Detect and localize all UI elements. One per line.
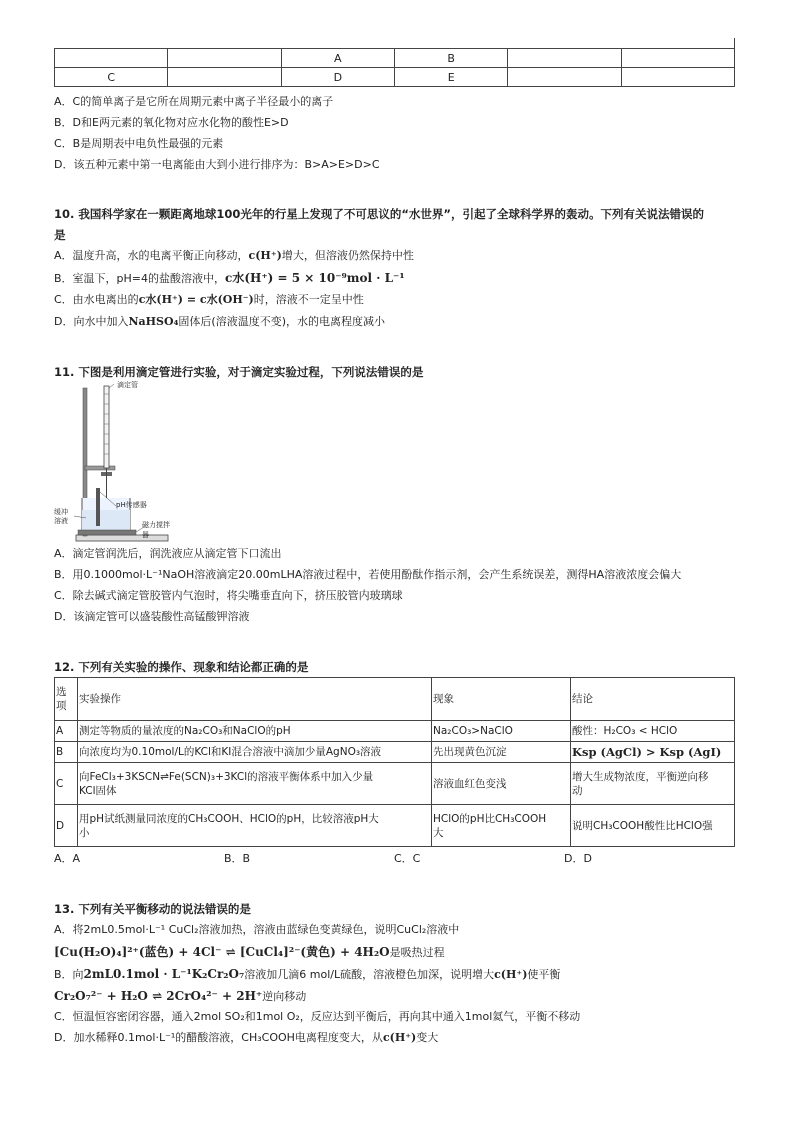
text: 大: [433, 826, 444, 839]
q12-table: [54, 677, 735, 847]
cell-d: D: [281, 68, 394, 87]
header-operation: 实验操作: [78, 678, 432, 721]
label-stirrer: 磁力搅拌器: [142, 521, 170, 539]
cell: [508, 49, 621, 68]
cell: [168, 68, 281, 87]
cell: [621, 68, 734, 87]
text: 选: [56, 686, 67, 698]
q11-option-c: C．除去碱式滴定管胶管内气泡时，将尖嘴垂直向下，挤压胶管内玻璃球: [54, 589, 403, 602]
text: D．加水稀释0.1mol·L⁻¹的醋酸溶液，CH₃COOH电离程度变大，从: [54, 1031, 383, 1044]
cell-e: E: [395, 68, 508, 87]
row-conclusion: Ksp (AgCl) > Ksp (AgI): [571, 742, 735, 763]
q11-option-a: A．滴定管润洗后，润洗液应从滴定管下口流出: [54, 547, 282, 560]
table-row: [55, 763, 735, 805]
q13-option-a: A．将2mL0.5mol·L⁻¹ CuCl₂溶液加热，溶液由蓝绿色变黄绿色，说明CuCl₂溶液中: [54, 923, 460, 936]
cell: [508, 68, 621, 87]
formula: NaHSO₄: [128, 315, 179, 328]
row-option: C: [55, 763, 78, 805]
q9-option-a: A．C的简单离子是它所在周期元素中离子半径最小的离子: [54, 95, 334, 108]
q11-option-d: D．该滴定管可以盛装酸性高锰酸钾溶液: [54, 610, 250, 623]
q12-answer-c: C．C: [394, 852, 421, 865]
q13-option-d: [54, 1031, 438, 1045]
formula: c水(H⁺) = c水(OH⁻): [138, 293, 254, 306]
q11-stem: 11. 下图是利用滴定管进行实验，对于滴定实验过程，下列说法错误的是: [54, 365, 424, 379]
text: 固体后(溶液温度不变)，水的电离程度减小: [178, 315, 385, 328]
table-row: [55, 805, 735, 847]
label-buffer-2: 溶液: [54, 517, 68, 525]
text: KCl固体: [79, 784, 117, 797]
table-row: [55, 721, 735, 742]
cell-a: A: [281, 49, 394, 68]
text: B．向: [54, 968, 84, 981]
text: HClO的pH比CH₃COOH: [433, 812, 547, 825]
formula: c(H⁺): [382, 1031, 417, 1044]
text: D．向水中加入: [54, 315, 129, 328]
row-phenomenon: 溶液血红色变浅: [432, 763, 571, 805]
text: 逆向移动: [262, 990, 307, 1003]
q12-answer-b: B．B: [224, 852, 251, 865]
q10-option-d: [54, 315, 385, 329]
row-conclusion: [571, 763, 735, 805]
row-operation: [78, 763, 432, 805]
row-operation: 向浓度均为0.10mol/L的KCl和KI混合溶液中滴加少量AgNO₃溶液: [78, 742, 432, 763]
header-conclusion: 结论: [571, 678, 735, 721]
formula: c水(H⁺) = 5 × 10⁻⁹mol · L⁻¹: [225, 271, 405, 285]
text: 变大: [416, 1031, 439, 1044]
row-phenomenon: Na₂CO₃>NaClO: [432, 721, 571, 742]
label-buffer-1: 缓冲: [54, 508, 68, 516]
q10-option-b: [54, 271, 405, 286]
row-operation: 测定等物质的量浓度的Na₂CO₃和NaClO的pH: [78, 721, 432, 742]
formula: c(H⁺): [248, 249, 282, 262]
q9-option-c: C．B是周期表中电负性最强的元素: [54, 137, 224, 150]
cell: [55, 49, 168, 68]
header-option: [55, 678, 78, 721]
periodic-table-fragment: [54, 38, 735, 87]
q10-option-a: [54, 249, 414, 263]
q11-option-b: B．用0.1000mol·L⁻¹NaOH溶液滴定20.00mLHA溶液过程中，若使用酚酞作指示剂，会产生系统误差，测得HA溶液浓度会偏大: [54, 568, 682, 581]
q13-stem: 13. 下列有关平衡移动的说法错误的是: [54, 902, 251, 916]
q13-option-b-cont: [54, 989, 306, 1004]
formula: c(H⁺): [494, 968, 528, 981]
row-phenomenon: [432, 805, 571, 847]
q13-option-b: [54, 967, 560, 982]
text: 使平衡: [527, 968, 561, 981]
text: 是吸热过程: [389, 946, 445, 959]
q12-stem: 12. 下列有关实验的操作、现象和结论都正确的是: [54, 660, 309, 674]
label-ph-sensor: pH传感器: [116, 501, 147, 509]
q9-option-b: B．D和E两元素的氧化物对应水化物的酸性E>D: [54, 116, 289, 129]
text: 溶液加几滴6 mol/L硫酸，溶液橙色加深，说明增大: [244, 968, 495, 981]
row-option: B: [55, 742, 78, 763]
periodic-row-1: [55, 49, 735, 68]
text: 向FeCl₃+3KSCN⇌Fe(SCN)₃+3KCl的溶液平衡体系中加入少量: [79, 770, 374, 783]
text: 时，溶液不一定呈中性: [253, 293, 364, 306]
table-header-row: [55, 678, 735, 721]
cell: [621, 49, 734, 68]
q13-option-c: C．恒温恒容密闭容器，通入2mol SO₂和1mol O₂，反应达到平衡后，再向其中通入1mol氦气，平衡不移动: [54, 1010, 581, 1023]
text: 增大生成物浓度，平衡逆向移: [572, 770, 709, 783]
row-conclusion: 酸性：H₂CO₃ < HClO: [571, 721, 735, 742]
text: 增大，但溶液仍然保持中性: [281, 249, 414, 262]
text: 项: [56, 700, 67, 712]
q10-stem: 10. 我国科学家在一颗距离地球100光年的行星上发现了不可思议的“水世界”，引起了全球科学界的轰动。下列有关说法错误的: [54, 207, 704, 221]
cell-c: C: [55, 68, 168, 87]
cell-b: B: [395, 49, 508, 68]
cell: [168, 49, 281, 68]
text: A．温度升高，水的电离平衡正向移动，: [54, 249, 249, 262]
text: 小: [79, 826, 90, 839]
q9-option-d: D．该五种元素中第一电离能由大到小进行排序为：B>A>E>D>C: [54, 158, 380, 171]
row-conclusion: 说明CH₃COOH酸性比HClO强: [571, 805, 735, 847]
row-phenomenon: 先出现黄色沉淀: [432, 742, 571, 763]
formula: 2mL0.1mol · L⁻¹K₂Cr₂O₇: [83, 967, 245, 981]
text: B．室温下，pH=4的盐酸溶液中，: [54, 272, 226, 285]
formula: Cr₂O₇²⁻ + H₂O ⇌ 2CrO₄²⁻ + 2H⁺: [54, 989, 263, 1003]
row-option: D: [55, 805, 78, 847]
row-option: A: [55, 721, 78, 742]
q12-answer-d: D．D: [564, 852, 592, 865]
q10-stem-cont: 是: [54, 228, 66, 242]
q12-answer-a: A．A: [54, 852, 81, 865]
text: C．由水电离出的: [54, 293, 139, 306]
table-row: [55, 742, 735, 763]
periodic-row-2: [55, 68, 735, 87]
row-operation: [78, 805, 432, 847]
text: 用pH试纸测量同浓度的CH₃COOH、HClO的pH，比较溶液pH大: [79, 812, 379, 825]
text: 动: [572, 784, 583, 797]
q13-option-a-cont: [54, 945, 445, 960]
label-burette: 滴定管: [117, 381, 138, 389]
titration-apparatus-figure: [54, 380, 174, 545]
formula: [Cu(H₂O)₄]²⁺(蓝色) + 4Cl⁻ ⇌ [CuCl₄]²⁻(黄色) + 4H₂O: [54, 945, 390, 959]
header-phenomenon: 现象: [432, 678, 571, 721]
q10-option-c: [54, 293, 364, 307]
